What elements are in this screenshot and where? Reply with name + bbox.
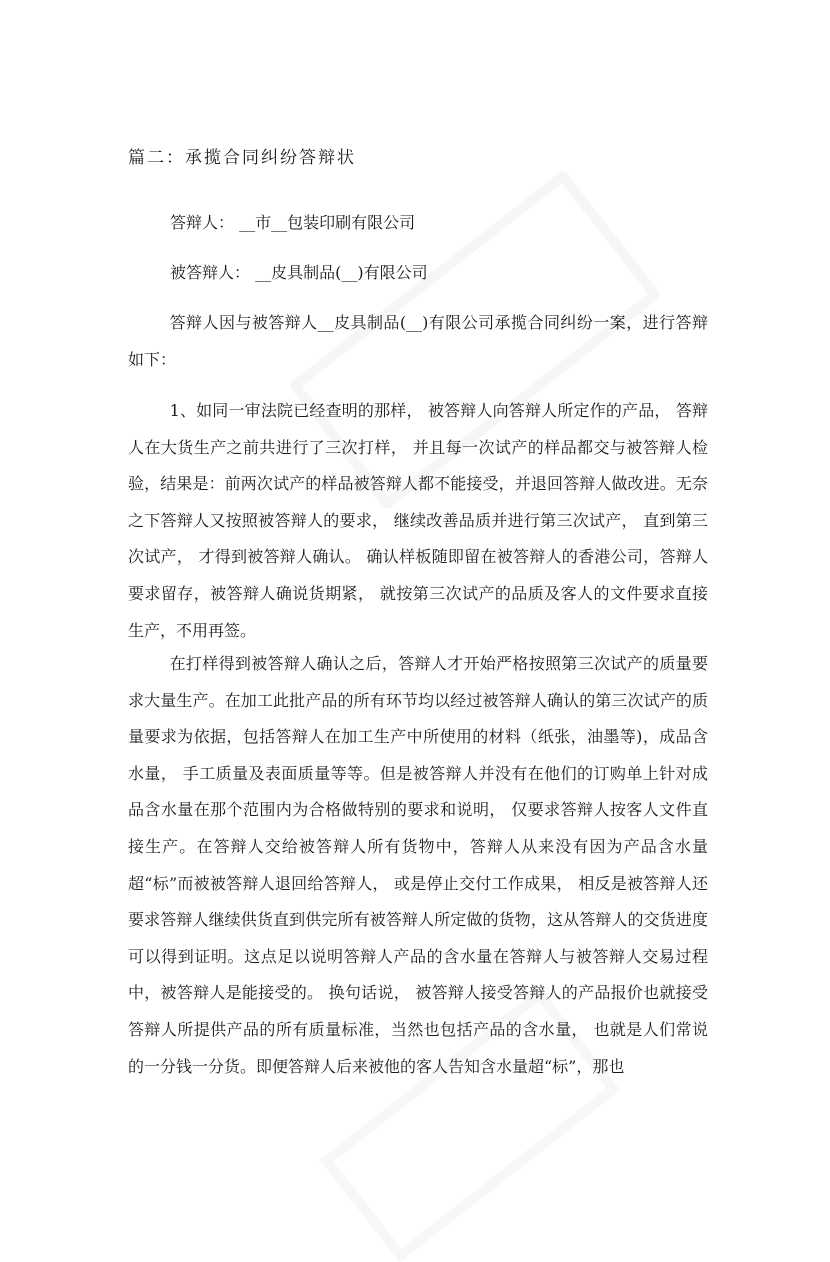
respondent-line: 答辩人： __市__包装印刷有限公司 (170, 213, 416, 232)
point-2-paragraph: 在打样得到被答辩人确认之后，答辩人才开始严格按照第三次试产的质量要求大量生产。在加工此批产品的所有环节均以经过被答辩人确认的第三次试产的质量要求为依据，包括答辩人在加工生产中所使用的材料（纸张，油墨等)，成品含水量， 手工质量及表面质量等等。但是被答辩人并没有在他们的订购单上针对成品含水量在那个范围内为合格做特别的要求和说明， 仅要求答辩人按客人文件直接生产。在答辩人交给被答辩人所有货物中，答辩人从来没有因为产品含水量超“标”而被被答辩人退回给答辩人， 或是停止交付工作成果， 相反是被答辩人还要求答辩人继续供货直到供完所有被答辩人所定做的货物，这从答辩人的交货进度可以得到证明。这点足以说明答辩人产品的含水量在答辩人与被答辩人交易过程中，被答辩人是能接受的。 换句话说， 被答辩人接受答辩人的产品报价也就接受答辩人所提供产品的所有质量标准，当然也包括产品的含水量， 也就是人们常说的一分钱一分货。即便答辩人后来被他的客人告知含水量超“标”，那也 (128, 654, 708, 1076)
point-1-paragraph: 1、如同一审法院已经查明的那样， 被答辩人向答辩人所定作的产品， 答辩人在大货生产之前共进行了三次打样， 并且每一次试产的样品都交与被答辩人检验，结果是：前两次试产的样品被答辩人都不能接受，并退回答辩人做改进。无奈之下答辩人又按照被答辩人的要求， 继续改善品质并进行第三次试产， 直到第三次试产， 才得到被答辩人确认。 确认样板随即留在被答辩人的香港公司，答辩人要求留存，被答辩人确说货期紧， 就按第三次试产的品质及客人的文件要求直接生产，不用再签。 (128, 401, 708, 640)
document-title: 篇二：承揽合同纠纷答辩状 (128, 148, 356, 168)
intro-paragraph: 答辩人因与被答辩人__皮具制品(__)有限公司承揽合同纠纷一案，进行答辩如下： (128, 313, 708, 369)
claimant-line: 被答辩人： __皮具制品(__)有限公司 (170, 263, 428, 282)
